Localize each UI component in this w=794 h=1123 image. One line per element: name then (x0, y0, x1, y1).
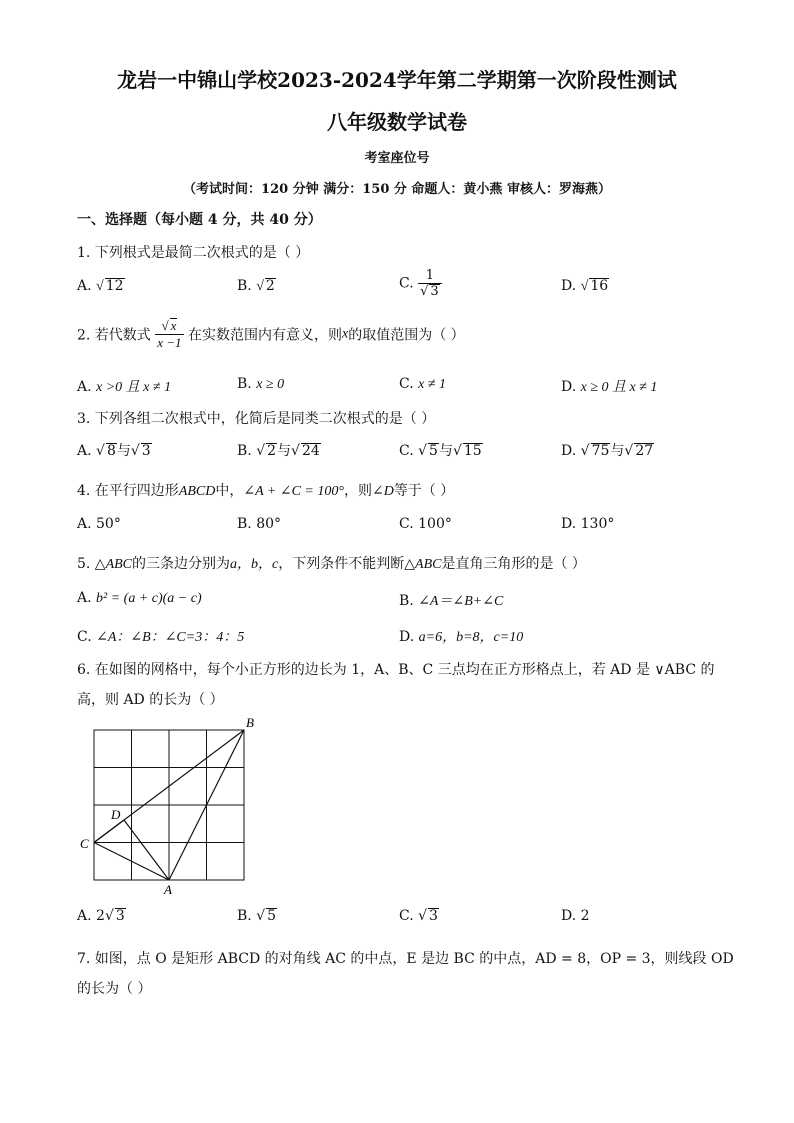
q4-option-a: A. 50° (77, 516, 121, 532)
fraction (418, 268, 442, 299)
q2-prefix: 2. 若代数式 (77, 327, 151, 344)
seat-number-label: 考室座位号 (364, 151, 430, 166)
q7-stem-line2: 的长为（ ） (77, 981, 152, 997)
q5-option-c: C. ∠A：∠B：∠C=3：4：5 (77, 629, 245, 645)
label-b: B (246, 715, 254, 730)
option-label: A. (77, 278, 92, 294)
q3-stem: 3. 下列各组二次根式中，化简后是同类二次根式的是（ ） (77, 411, 436, 427)
radicand: 16 (590, 278, 609, 294)
q6-option-b: B. √ 5 (237, 908, 277, 924)
q1-option-d: D. √ 16 (561, 278, 609, 294)
label-c: C (80, 836, 89, 851)
q5-option-d: D. a=6，b=8，c=10 (399, 629, 524, 645)
q6-stem-line2: 高，则 AD 的长为（ ） (77, 692, 224, 708)
q5-stem: 5. △ABC的三条边分别为a，b，c，下列条件不能判断△ABC是直角三角形的是（ ） (77, 556, 586, 572)
q4-option-c: C. 100° (399, 516, 452, 532)
q2-var: x (342, 326, 349, 342)
exam-info: （考试时间：120 分钟 满分：150 分 命题人：黄小燕 审核人：罗海燕） (183, 182, 611, 197)
q5-option-a: A. b² = (a + c)(a − c) (77, 590, 202, 606)
denominator: x −1 (157, 335, 182, 350)
q3-option-a: A. √ 8与√ 3 (77, 443, 151, 459)
q2-suffix: 在实数范围内有意义，则 (188, 327, 343, 344)
q2-option-c: C. x ≠ 1 (399, 376, 447, 392)
grid (94, 730, 244, 880)
q1-option-a: A. √ 12 (77, 278, 124, 294)
numerator: √ x (155, 318, 183, 335)
q2-suffix2: 的取值范围为（ ） (348, 327, 465, 344)
q2-option-d: D. x ≥ 0 且 x ≠ 1 (561, 379, 658, 395)
q6-option-d: D. 2 (561, 908, 590, 924)
q3-option-b: B. √ 2与√ 24 (237, 443, 320, 459)
radicand: 2 (265, 278, 275, 294)
q7-stem-line1: 7. 如图，点 O 是矩形 ABCD 的对角线 AC 的中点，E 是边 BC 的中点，AD = 8，OP = 3，则线段 OD (77, 951, 734, 967)
denominator: √ 3 (420, 284, 439, 299)
q5-option-b: B. ∠A＝∠B+∠C (399, 593, 504, 609)
segment-cd (94, 820, 124, 843)
section-heading: 一、选择题（每小题 4 分，共 40 分） (77, 212, 322, 228)
q2-option-a: A. x >0 且 x ≠ 1 (77, 379, 172, 395)
option-label: D. (561, 278, 577, 294)
q2-fraction (155, 318, 183, 351)
segment-ad (124, 820, 169, 880)
q1-stem: 1. 下列根式是最简二次根式的是（ ） (77, 245, 310, 261)
label-a: A (164, 882, 172, 897)
q3-option-d: D. √ 75与√ 27 (561, 443, 654, 459)
exam-subtitle: 八年级数学试卷 (327, 110, 467, 134)
q4-option-d: D. 130° (561, 516, 615, 532)
option-label: B. (237, 278, 252, 294)
numerator: 1 (418, 268, 442, 284)
option-label: C. (399, 275, 414, 292)
q4-option-b: B. 80° (237, 516, 282, 532)
q1-option-b: B. √ 2 (237, 278, 275, 294)
q2-stem (77, 318, 465, 351)
q3-option-c: C. √ 5与√ 15 (399, 443, 482, 459)
q6-grid-figure (72, 712, 262, 897)
q6-stem-line1: 6. 在如图的网格中，每个小正方形的边长为 1，A、B、C 三点均在正方形格点上，若 AD 是 ∨ABC 的 (77, 662, 715, 678)
q2-option-b: B. x ≥ 0 (237, 376, 285, 392)
q1-option-c (399, 268, 442, 299)
q4-stem: 4. 在平行四边形ABCD中，∠A + ∠C = 100°，则∠D等于（ ） (77, 483, 455, 499)
exam-title: 龙岩一中锦山学校2023-2024学年第二学期第一次阶段性测试 (117, 68, 677, 92)
radicand: 12 (105, 278, 124, 294)
q6-option-a: A. 2√ 3 (77, 908, 125, 924)
q6-option-c: C. √ 3 (399, 908, 438, 924)
label-d: D (111, 807, 121, 822)
